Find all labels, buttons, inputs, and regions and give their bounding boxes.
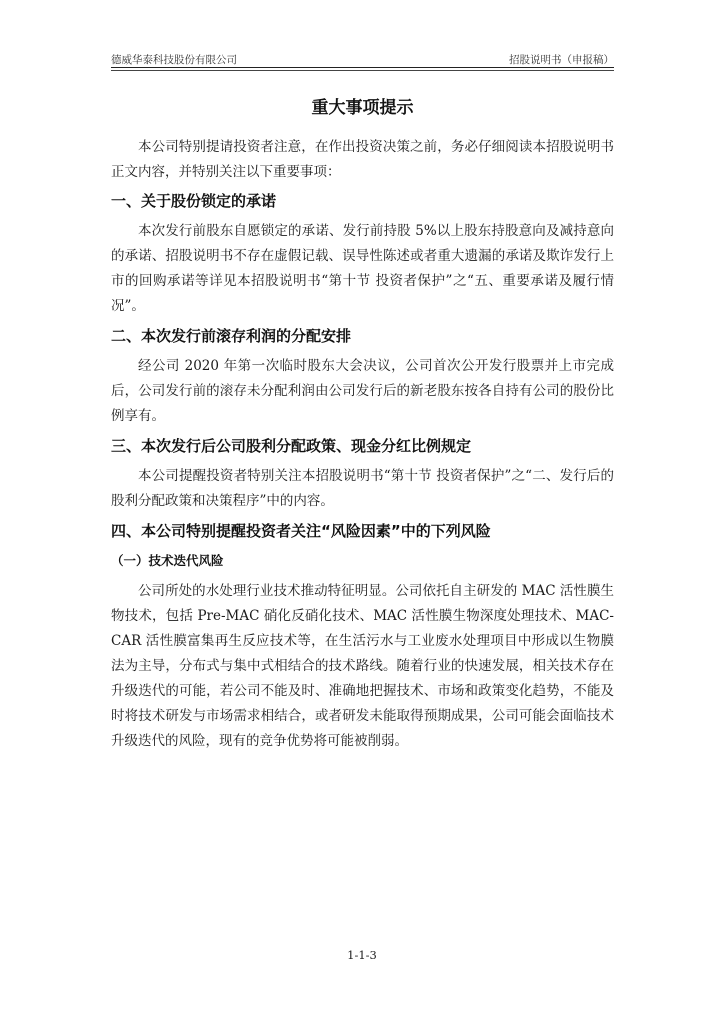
header-rule-thin bbox=[111, 70, 614, 71]
page-header bbox=[111, 52, 614, 68]
page-title: 重大事项提示 bbox=[311, 98, 414, 118]
intro-paragraph: 本公司特别提请投资者注意，在作出投资决策之前，务必仔细阅读本招股说明书正文内容，并特别关注以下重要事项： bbox=[111, 139, 614, 180]
section-1-heading: 一、关于股份锁定的承诺 bbox=[111, 192, 277, 210]
header-doc-type: 招股说明书（申报稿） bbox=[509, 54, 614, 66]
section-3-heading: 三、本次发行后公司股利分配政策、现金分红比例规定 bbox=[111, 437, 472, 455]
header-company: 德威华泰科技股份有限公司 bbox=[111, 54, 237, 66]
section-3-body: 本公司提醒投资者特别关注本招股说明书“第十节 投资者保护”之“二、发行后的股利分配政策和决策程序”中的内容。 bbox=[111, 468, 614, 509]
section-4-subheading: （一）技术迭代风险 bbox=[111, 553, 224, 568]
page-number: 1-1-3 bbox=[347, 948, 377, 962]
header-rule bbox=[111, 67, 614, 68]
section-4-body: 公司所处的水处理行业技术推动特征明显。公司依托自主研发的 MAC 活性膜生物技术，包括 Pre-MAC 硝化反硝化技术、MAC 活性膜生物深度处理技术、MAC-CAR 活性膜富集再生反应技术等，在生活污水与工业废水处理项目中形成以生物膜法为主导，分布式与集中式相结合的技术路线。随着行业的快速发展，相关技术存在升级迭代的可能，若公司不能及时、准确地把握技术、市场和政策变化趋势，不能及时将技术研发与市场需求相结合，或者研发未能取得预期成果，公司可能会面临技术升级迭代的风险，现有的竞争优势将可能被削弱。 bbox=[111, 583, 614, 749]
section-2-heading: 二、本次发行前滚存利润的分配安排 bbox=[111, 327, 352, 345]
section-4-heading: 四、本公司特别提醒投资者关注“风险因素”中的下列风险 bbox=[111, 522, 491, 540]
section-1-body: 本次发行前股东自愿锁定的承诺、发行前持股 5%以上股东持股意向及减持意向的承诺、招股说明书不存在虚假记载、误导性陈述或者重大遗漏的承诺及欺诈发行上市的回购承诺等详见本招股说明书“第十节 投资者保护”之“五、重要承诺及履行情况”。 bbox=[111, 223, 614, 314]
page-content bbox=[111, 95, 614, 754]
section-2-body: 经公司 2020 年第一次临时股东大会决议，公司首次公开发行股票并上市完成后，公司发行前的滚存未分配利润由公司发行后的新老股东按各自持有公司的股份比例享有。 bbox=[111, 358, 614, 424]
